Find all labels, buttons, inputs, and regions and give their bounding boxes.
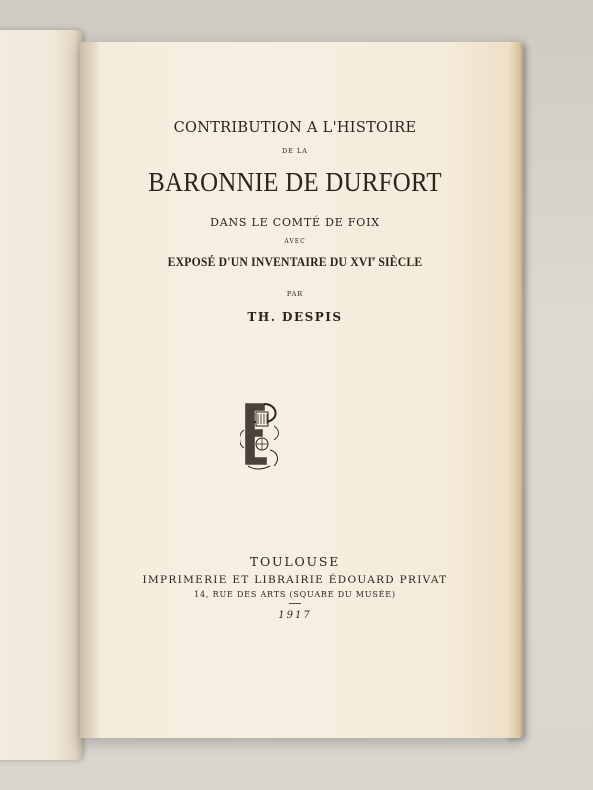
title-page <box>80 42 510 738</box>
publisher-address: 14, RUE DES ARTS (SQUARE DU MUSÉE) <box>194 590 396 599</box>
author-name: TH. DESPIS <box>247 310 343 324</box>
title-line-avec: AVEC <box>284 238 306 245</box>
title-line-de-la: DE LA <box>281 147 309 155</box>
subtitle-end: SIÈCLE <box>375 254 423 269</box>
title-line-par: PAR <box>286 290 304 298</box>
left-page <box>0 30 82 760</box>
publication-year: 1917 <box>278 610 312 621</box>
publication-city: TOULOUSE <box>249 554 341 569</box>
book-title: BARONNIE DE DURFORT <box>148 167 442 197</box>
subtitle-superscript: e <box>372 254 376 263</box>
book-subtitle <box>102 254 489 270</box>
title-line-comte: DANS LE COMTÉ DE FOIX <box>210 216 380 229</box>
publisher-name: IMPRIMERIE ET LIBRAIRIE ÉDOUARD PRIVAT <box>142 574 448 586</box>
subtitle-main: EXPOSÉ D'UN INVENTAIRE DU XVI <box>167 254 373 269</box>
divider-rule <box>289 603 301 604</box>
title-line-contribution: CONTRIBUTION A L'HISTOIRE <box>173 120 417 136</box>
printer-mark-ep-monogram-icon <box>240 400 284 472</box>
